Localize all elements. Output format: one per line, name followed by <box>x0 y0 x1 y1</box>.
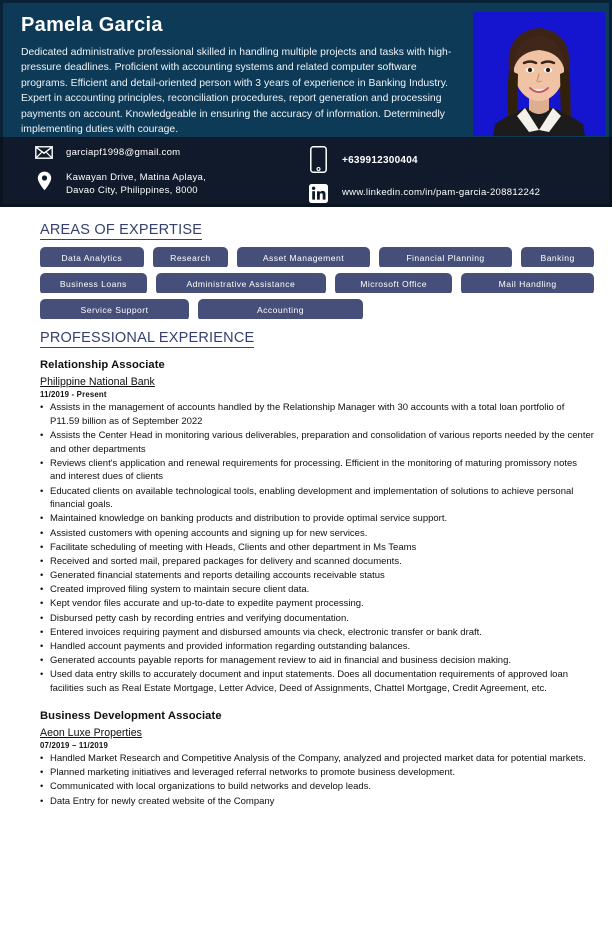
job-bullet: • Handled account payments and provided information regarding outstanding balances. <box>40 640 594 654</box>
job-company: Philippine National Bank <box>40 376 155 388</box>
professional-summary: Dedicated administrative professional skilled in handling multiple projects and tasks with high-pressure deadlines. Proficient with accounting systems and related computer software programs. Efficient and detail-oriented person with 3 years of experience in Banking Industry. Expert in accounting principles, reconciliation procedures, report generation and processing payments on account. Knowledgeable in ensuring the accuracy of information. Determinedly implementing duties with courage. <box>21 47 452 135</box>
email-text: garciapf1998@gmail.com <box>66 147 181 158</box>
location-pin-icon <box>33 170 55 191</box>
section-spacer <box>40 696 594 708</box>
job-entry <box>40 710 594 808</box>
contact-address <box>33 170 303 198</box>
email-icon <box>33 145 55 159</box>
address-text <box>66 170 206 198</box>
skill-pill-list <box>40 247 594 319</box>
job-dates: 07/2019 – 11/2019 <box>40 741 109 751</box>
job-bullet: • Handled Market Research and Competitive Analysis of the Company, analyzed and projected market data for potential markets. <box>40 752 594 766</box>
page-title: Pamela Garcia <box>21 14 163 36</box>
job-bullet: • Created improved filing system to maintain secure client data. <box>40 583 594 597</box>
job-bullet: • Assisted customers with opening accounts and signing up for new services. <box>40 527 594 541</box>
skill-pill: Financial Planning <box>379 247 513 267</box>
phone-text: +639912300404 <box>342 155 418 166</box>
skill-pill: Business Loans <box>40 273 147 293</box>
job-list <box>40 359 594 808</box>
job-bullet: • Educated clients on available technological tools, enabling development and implementation of solutions to achieve personal financial goals. <box>40 485 594 512</box>
address-line-1: Kawayan Drive, Matina Aplaya, <box>66 171 207 183</box>
skill-pill: Research <box>153 247 229 267</box>
job-bullet: • Facilitate scheduling of meeting with Heads, Clients and other department in Ms Teams <box>40 541 594 555</box>
section-areas-of-expertise <box>40 221 594 319</box>
job-bullet: • Assists in the management of accounts handled by the Relationship Manager with 30 accounts with a total loan portfolio of P11.59 billion as of September 2022 <box>40 401 594 428</box>
linkedin-icon <box>305 183 331 203</box>
skill-pill: Administrative Assistance <box>156 273 326 293</box>
contact-column-left <box>33 145 303 204</box>
job-company: Aeon Luxe Properties <box>40 727 142 740</box>
resume-header <box>0 0 612 137</box>
skill-pill: Asset Management <box>237 247 370 267</box>
job-bullet: • Kept vendor files accurate and up-to-date to expedite payment processing. <box>40 597 594 611</box>
skill-pill-row <box>40 247 594 267</box>
skill-pill: Data Analytics <box>40 247 144 267</box>
job-bullet: • Assists the Center Head in monitoring various deliverables, preparation and consolidation of various reports needed by the center and other departments <box>40 429 594 456</box>
skill-pill-row <box>40 273 594 293</box>
address-line-2: Davao City, Philippines, 8000 <box>66 184 198 196</box>
job-entry <box>40 359 594 696</box>
contact-bar <box>0 137 612 207</box>
phone-icon <box>305 145 331 173</box>
job-bullet: • Reviews client's application and renewal requirements for processing. Efficient in the monitoring of maturing promissory notes and interest dues of clients <box>40 457 594 484</box>
job-bullet: • Planned marketing initiatives and leveraged referral networks to promote business development. <box>40 766 594 780</box>
skill-pill: Microsoft Office <box>335 273 452 293</box>
header-text-block <box>3 3 469 137</box>
job-bullet-list <box>40 752 594 808</box>
contact-linkedin[interactable] <box>305 183 540 203</box>
job-bullet: • Entered invoices requiring payment and disbursed amounts via check, electronic transfer or bank draft. <box>40 626 594 640</box>
linkedin-text: www.linkedin.com/in/pam-garcia-208812242 <box>342 187 541 198</box>
resume-body <box>0 207 612 808</box>
job-bullet: • Used data entry skills to accurately document and input statements. Does all documentation requirements of approved loan facilities such as Real Estate Mortgage, Letter Advice, Deed of Assignments, Chattel Mortgage, Credit Agreement, etc. <box>40 668 594 695</box>
profile-photo <box>473 12 605 136</box>
skill-pill: Banking <box>521 247 594 267</box>
job-bullet: • Generated accounts payable reports for management review to aid in financial and business decision making. <box>40 654 594 668</box>
job-bullet: • Maintained knowledge on banking products and distribution to provide optimal service support. <box>40 512 594 526</box>
job-bullet: • Data Entry for newly created website of the Company <box>40 795 594 809</box>
contact-phone[interactable] <box>305 145 540 173</box>
job-bullet: • Generated financial statements and reports detailing accounts receivable status <box>40 569 594 583</box>
skill-pill: Mail Handling <box>461 273 594 293</box>
section-professional-experience <box>40 329 594 808</box>
areas-of-expertise-title: AREAS OF EXPERTISE <box>40 222 203 238</box>
job-bullet: • Received and sorted mail, prepared packages for delivery and scanned documents. <box>40 555 594 569</box>
job-bullet: • Communicated with local organizations to build networks and develop leads. <box>40 780 594 794</box>
professional-experience-title: PROFESSIONAL EXPERIENCE <box>40 330 255 346</box>
job-dates: 11/2019 - Present <box>40 390 107 399</box>
contact-email[interactable] <box>33 145 303 160</box>
contact-column-right <box>303 145 540 204</box>
job-bullet-list <box>40 401 594 696</box>
job-title: Relationship Associate <box>40 359 165 371</box>
skill-pill-row <box>40 299 594 319</box>
job-bullet: • Disbursed petty cash by recording entries and verifying documentation. <box>40 612 594 626</box>
job-title: Business Development Associate <box>40 710 222 723</box>
skill-pill: Service Support <box>40 299 189 319</box>
skill-pill: Accounting <box>198 299 363 319</box>
